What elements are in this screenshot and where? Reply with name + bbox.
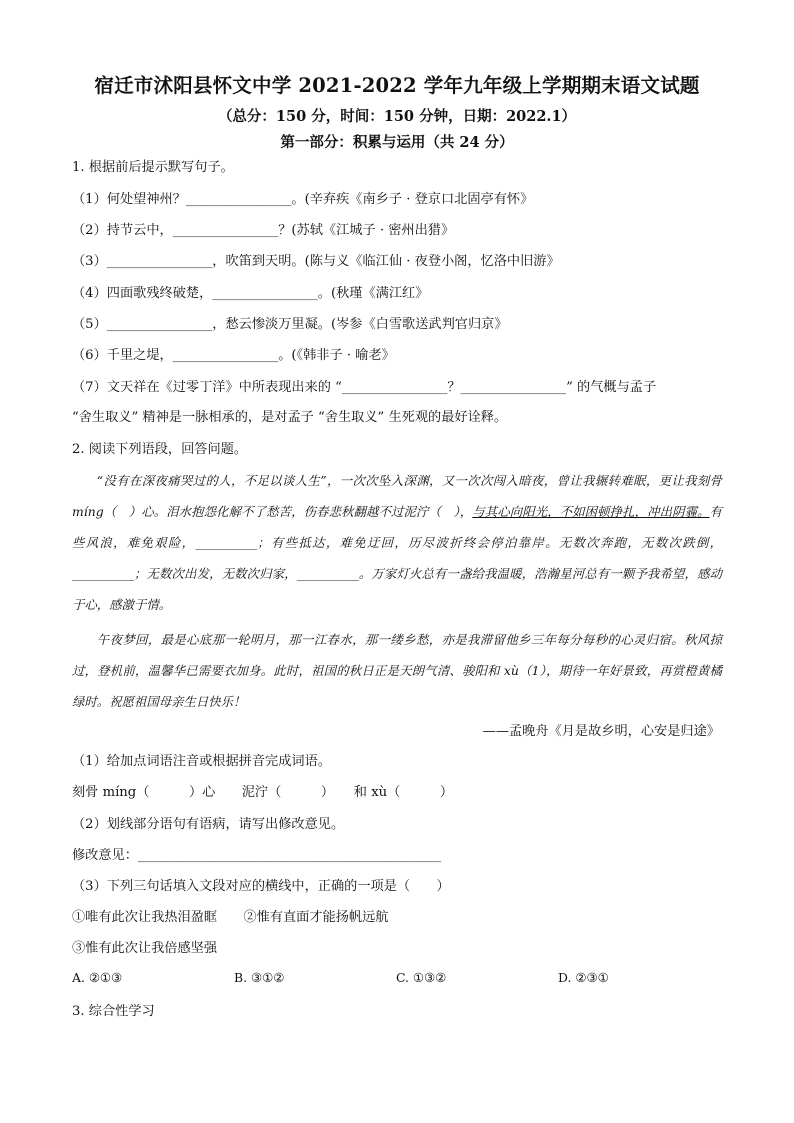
part-heading: 第一部分：积累与运用（共 24 分） — [280, 134, 514, 151]
exam-meta: （总分：150 分，时间：150 分钟，日期：2022.1） — [217, 108, 577, 125]
q2-stem: 2. 阅读下列语段，回答问题。 — [72, 442, 248, 457]
q2-sub1-answer-line: 刻骨 míng（ ）心 泥泞（ ） 和 xù（ ） — [72, 785, 454, 800]
q3-stem: 3. 综合性学习 — [72, 1004, 155, 1019]
q1-item-4: （4）四面歌残终破楚，________________。(秋瑾《满江红》 — [72, 286, 429, 301]
exam-title: 宿迁市沭阳县怀文中学 2021-2022 学年九年级上学期期末语文试题 — [94, 74, 700, 97]
q1-item-3: （3）________________，吹笛到天明。(陈与义《临江仙 · 夜登小阁，忆洛中旧游》 — [72, 254, 560, 269]
q1-item-1: （1）何处望神州？________________。(辛弃疾《南乡子 · 登京口北固亭有怀》 — [72, 192, 534, 207]
q1-item-6: （6）千里之堤，________________。(《韩非子 · 喻老》 — [72, 348, 395, 363]
q1-stem: 1. 根据前后提示默写句子。 — [72, 160, 234, 175]
option-c: C. ①③② — [396, 970, 447, 985]
option-b: B. ③①② — [234, 970, 285, 985]
passage-p1-part-b: 有些风浪，难免艰险，__________；有些抵达，难免迂回，历尽波折终会停泊靠岸。无数次奔跑，无数次跌倒，__________；无数次出发，无数次归家，__________。万家灯火总有一盏给我温暖，浩瀚星河总有一颗予我希望，感动于心，感激于情。 — [72, 504, 722, 612]
underlined-sentence: 与其心向阳光，不如困顿挣扎，冲出阴霾。 — [472, 504, 710, 519]
passage-paragraph-1 — [72, 465, 722, 620]
q1-item-5: （5）________________，愁云惨淡万里凝。(岑参《白雪歌送武判官归京》 — [72, 317, 508, 332]
q2-sub3-choices-a: ①唯有此次让我热泪盈眶 ②惟有直面才能扬帆远航 — [72, 910, 389, 925]
q2-sub3: （3）下列三句话填入文段对应的横线中，正确的一项是（ ） — [72, 879, 450, 894]
q2-sub1: （1）给加点词语注音或根据拼音完成词语。 — [72, 754, 331, 769]
q1-item-7: （7）文天祥在《过零丁洋》中所表现出来的 “________________？________________” 的气概与孟子 — [72, 380, 657, 395]
passage-paragraph-2: 午夜梦回，最是心底那一轮明月，那一江春水，那一缕乡愁，亦是我滞留他乡三年每分每秒的心灵归宿。秋风掠过，登机前，温馨华已需要衣加身。此时，祖国的秋日正是天朗气清、骏阳和 xù（1），期待一年好景致，再赏橙黄橘绿时。祝愿祖国母亲生日快乐！ — [72, 632, 722, 709]
q2-sub3-choices-b: ③惟有此次让我倍感坚强 — [72, 941, 218, 956]
option-a: A. ②①③ — [72, 970, 123, 985]
passage-p1-part-a: “没有在深夜痛哭过的人，不足以谈人生”，一次次坠入深渊，又一次次闯入暗夜，曾让我辗转难眠，更让我刻骨 míng（ ）心。泪水抱怨化解不了愁苦，伤春悲秋翻越不过泥泞（ ）， — [72, 473, 722, 519]
q2-sub2-answer-line: 修改意见：______________________________________________ — [72, 848, 442, 863]
option-d: D. ②③① — [558, 970, 609, 985]
q1-item-2: （2）持节云中，________________？(苏轼《江城子 · 密州出猎》 — [72, 223, 455, 238]
passage-source: ——孟晚舟《月是故乡明，心安是归途》 — [482, 724, 720, 739]
q1-item-7-cont: “舍生取义” 精神是一脉相承的，是对孟子 “舍生取义” 生死观的最好诠释。 — [72, 410, 508, 425]
q2-sub2: （2）划线部分语句有语病，请写出修改意见。 — [72, 817, 345, 832]
